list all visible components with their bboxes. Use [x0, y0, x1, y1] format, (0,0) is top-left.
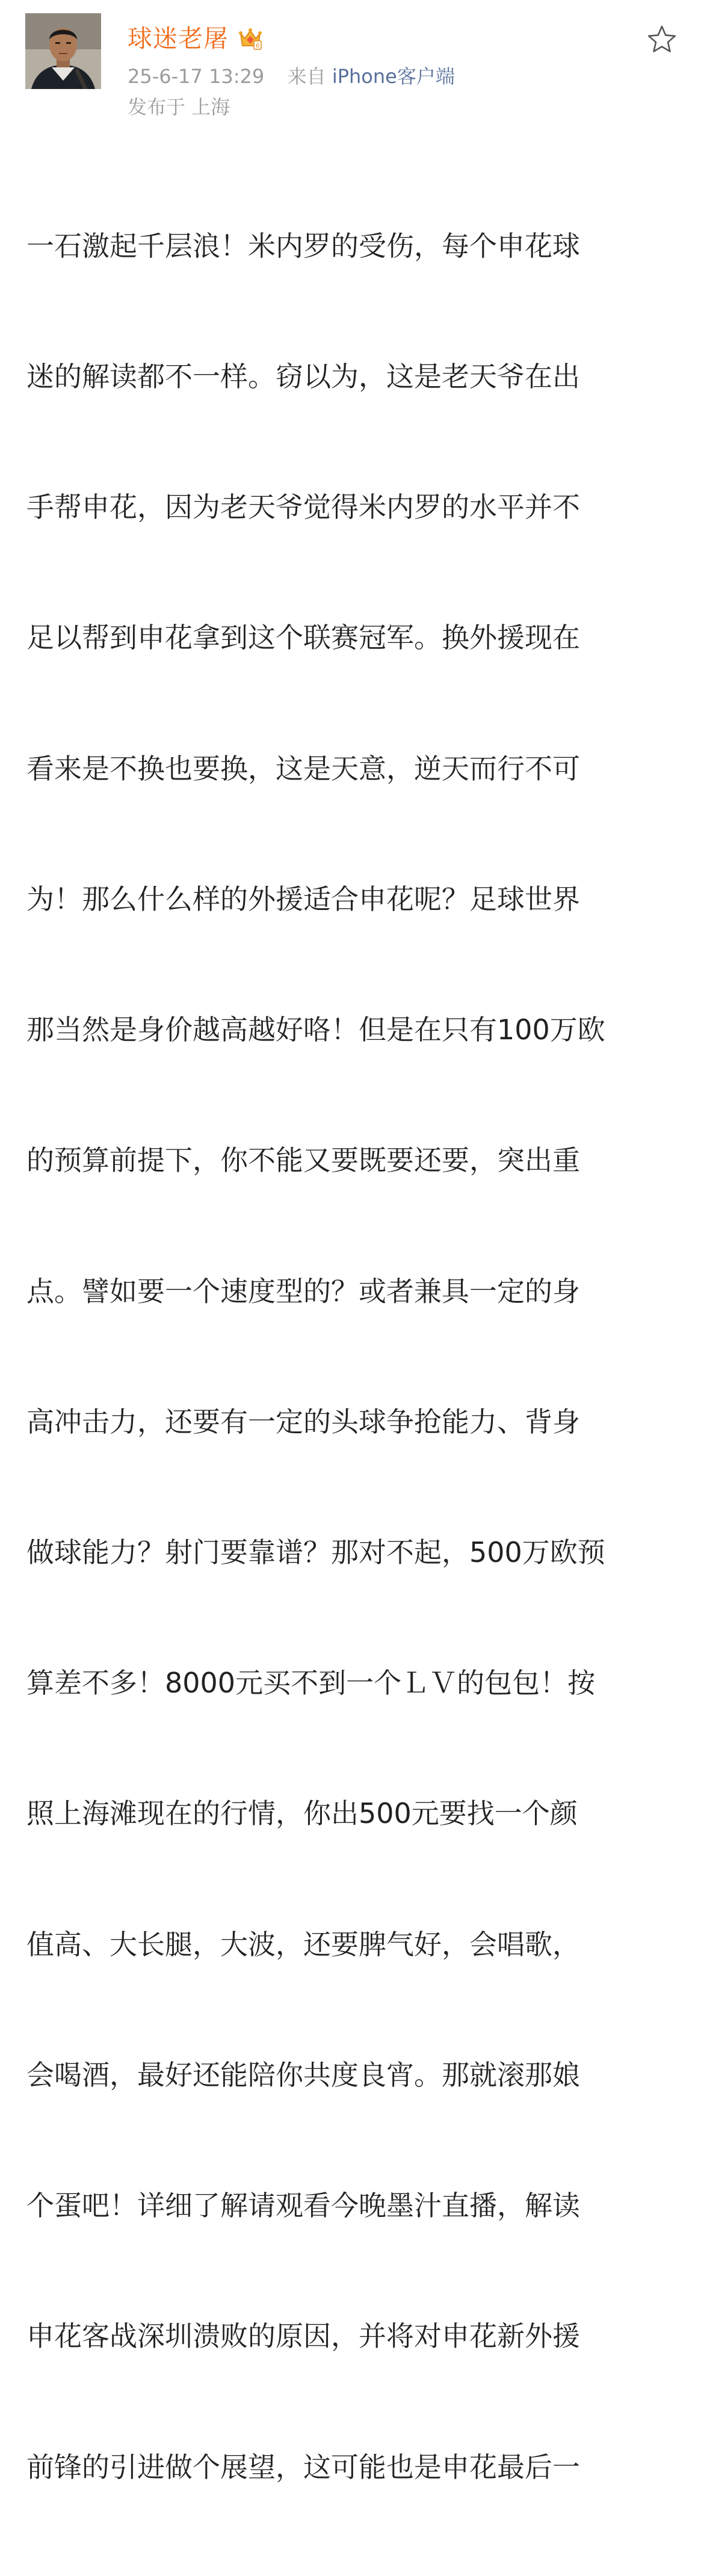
post-body-line: 照上海滩现在的行情，你出500元要找一个颜 — [26, 1797, 578, 1830]
post-body-line: 迷的解读都不一样。窃以为，这是老天爷在出 — [26, 360, 580, 393]
post-body-line: 点。譬如要一个速度型的？或者兼具一定的身 — [26, 1274, 580, 1308]
post-body-line: 会喝酒，最好还能陪你共度良宵。那就滚那娘 — [26, 2058, 580, 2091]
post-timestamp: 25-6-17 13:29 — [128, 65, 265, 88]
post-body-line: 前锋的引进做个展望，这可能也是申花最后一 — [26, 2450, 580, 2483]
post-body-line: 为！那么什么样的外援适合申花呢？足球世界 — [26, 882, 580, 915]
post-body-line: 算差不多！8000元买不到一个ＬＶ的包包！按 — [26, 1667, 596, 1700]
post-body-line: 值高、大长腿，大波，还要脾气好，会唱歌， — [26, 1928, 580, 1961]
post-source-link[interactable]: iPhone客户端 — [332, 65, 455, 88]
post-body-line: 看来是不换也要换，这是天意，逆天而行不可 — [26, 752, 580, 785]
crown-vip-icon[interactable] — [237, 25, 264, 52]
post-body — [26, 137, 605, 2576]
post-body-line: 个蛋吧！详细了解请观看今晚墨汁直播，解读 — [26, 2189, 580, 2222]
post-body-line: 一石激起千层浪！米内罗的受伤，每个申花球 — [26, 229, 580, 262]
author-row — [128, 20, 264, 57]
svg-text:6: 6 — [255, 43, 260, 49]
post-body-line: 高冲击力，还要有一定的头球争抢能力、背身 — [26, 1405, 580, 1438]
post-body-line: 做球能力？射门要靠谱？那对不起，500万欧预 — [26, 1536, 605, 1569]
post-body-line: 那当然是身价越高越好咯！但是在只有100万欧 — [26, 1013, 605, 1047]
post-location: 发布于 上海 — [128, 96, 230, 118]
avatar-image — [25, 13, 101, 89]
source-prefix: 来自 — [287, 65, 326, 88]
author-name[interactable]: 球迷老屠 — [128, 24, 229, 53]
avatar[interactable] — [25, 13, 101, 89]
star-outline-icon[interactable] — [646, 24, 678, 55]
post-body-line: 申花客战深圳溃败的原因，并将对申花新外援 — [26, 2320, 580, 2353]
post-body-line: 足以帮到申花拿到这个联赛冠军。换外援现在 — [26, 621, 580, 654]
post-body-line: 的预算前提下，你不能又要既要还要，突出重 — [26, 1144, 580, 1177]
post-meta — [128, 63, 455, 90]
post-body-line: 手帮申花，因为老天爷觉得米内罗的水平并不 — [26, 491, 580, 524]
